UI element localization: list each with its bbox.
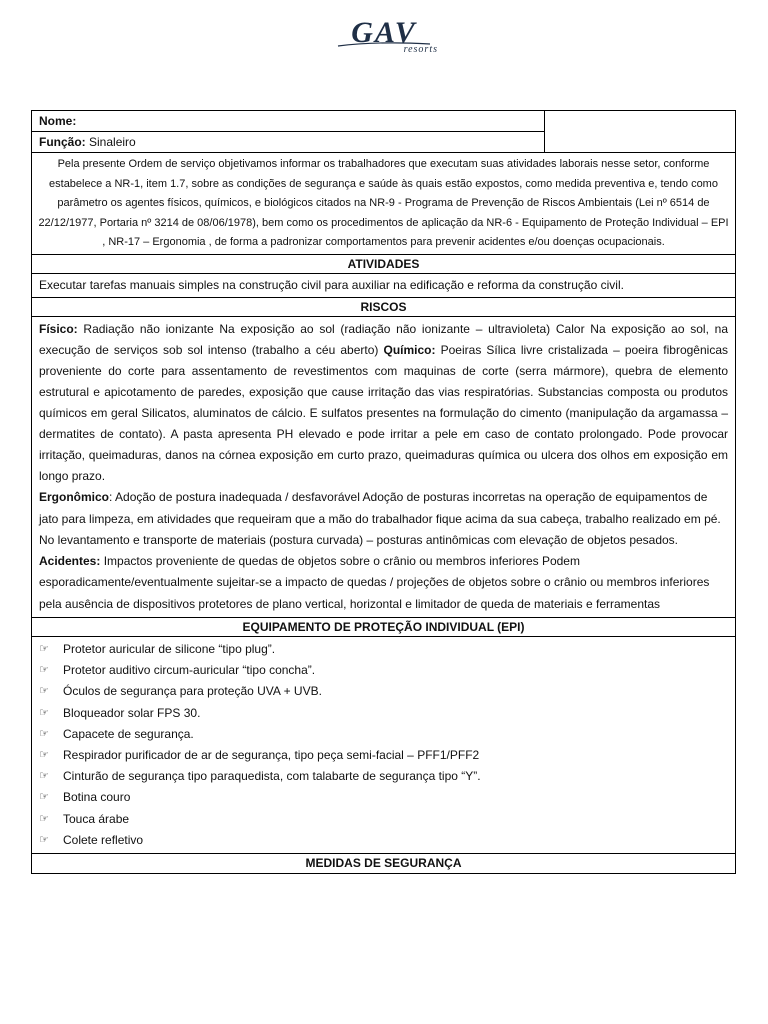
ergonomico-label: Ergonômico	[39, 490, 110, 505]
riscos-body	[32, 317, 735, 619]
risco-ergonomico	[39, 487, 728, 551]
pointing-hand-icon: ☞	[39, 664, 49, 677]
pointing-hand-icon: ☞	[39, 727, 49, 740]
pointing-hand-icon: ☞	[39, 749, 49, 762]
header-block	[32, 111, 735, 153]
epi-item	[38, 830, 729, 851]
atividades-title: ATIVIDADES	[32, 255, 735, 274]
epi-list-cell	[32, 637, 735, 854]
epi-item-label: Protetor auditivo circum-auricular “tipo concha”.	[63, 663, 316, 678]
pointing-hand-icon: ☞	[39, 685, 49, 698]
epi-item-label: Protetor auricular de silicone “tipo plug”.	[63, 642, 276, 657]
pointing-hand-icon: ☞	[39, 791, 49, 804]
epi-item-label: Colete refletivo	[63, 832, 144, 847]
epi-item	[38, 745, 729, 766]
medidas-title: MEDIDAS DE SEGURANÇA	[305, 856, 462, 871]
epi-item-label: Botina couro	[63, 790, 131, 805]
nome-label: Nome:	[39, 114, 77, 128]
funcao-field[interactable]	[32, 132, 544, 152]
funcao-value: Sinaleiro	[89, 135, 136, 149]
epi-item-label: Óculos de segurança para proteção UVA + UVB.	[63, 684, 322, 699]
epi-item	[38, 809, 729, 830]
quimico-label: Químico:	[383, 342, 436, 357]
epi-item	[38, 660, 729, 681]
epi-title: EQUIPAMENTO DE PROTEÇÃO INDIVIDUAL (EPI)	[32, 618, 735, 637]
pointing-hand-icon: ☞	[39, 812, 49, 825]
acidentes-label: Acidentes:	[39, 554, 101, 569]
epi-list	[32, 637, 735, 853]
intro-paragraph: Pela presente Ordem de serviço objetivamos informar os trabalhadores que executam suas atividades laborais nesse setor, conforme estabelece a NR-1, item 1.7, sobre as condições de segurança e saúde às quais estão expostos, como medida preventiva e, tendo como parâmetro os agentes físicos, químicos, e biológicos citados na NR-9 - Programa de Prevenção de Riscos Ambientais (Lei nº 6514 de 22/12/1977, Portaria nº 3214 de 08/06/1978), bem como os procedimentos de aplicação da NR-6 - Equipamento de Proteção Individual – EPI , NR-17 – Ergonomia , de forma a padronizar comportamentos para prevenir acidentes e/ou doenças ocupacionais.	[32, 153, 735, 255]
risco-fisico-quimico	[39, 319, 728, 488]
epi-item	[38, 639, 729, 660]
ergonomico-text: : Adoção de postura inadequada / desfavorável Adoção de posturas incorretas na operação de equipamentos de jato para limpeza, em atividades que requeiram que a mão do trabalhador fique acima da sua cabeça, trabalho realizado em pé. No levantamento e transporte de materiais (postura curvada) – posturas antinômicas com elevação de objetos pesados.	[39, 490, 721, 547]
pointing-hand-icon: ☞	[39, 833, 49, 846]
risco-acidentes	[39, 551, 728, 615]
pointing-hand-icon: ☞	[39, 643, 49, 656]
pointing-hand-icon: ☞	[39, 706, 49, 719]
logo-subtitle: resorts	[403, 44, 438, 55]
epi-item	[38, 703, 729, 724]
atividades-text: Executar tarefas manuais simples na construção civil para auxiliar na edificação e reforma da construção civil.	[32, 274, 735, 298]
company-logo	[330, 16, 438, 56]
header-blank-cell	[545, 111, 735, 152]
epi-item	[38, 787, 729, 808]
quimico-text: Poeiras Sílica livre cristalizada – poeira fibrogênicas proveniente do corte para assentamento de revestimentos com maquinas de corte (serra mármore), quebra de elemento estrutural e apicotamento de paredes, exposição que cause irritação das vias respiratórias. Substancias composta ou produtos químicos em geral Silicatos, aluminatos de cálcio. E sulfatos presentes na formulação do cimento (manipulação da argamassa – dermatites de contato). A pasta apresenta PH elevado e pode irritar a pele em caso de contato prolongado. Pode provocar irritação, queimaduras, danos na córnea exposição em curto prazo, queimaduras química ou ulcera dos olhos em exposição em longo prazo.	[39, 342, 728, 484]
funcao-label: Função:	[39, 135, 86, 149]
header-fields	[32, 111, 545, 152]
service-order-form	[31, 110, 736, 874]
epi-item-label: Capacete de segurança.	[63, 726, 194, 741]
fisico-label: Físico:	[39, 321, 78, 336]
epi-item	[38, 681, 729, 702]
riscos-title: RISCOS	[32, 298, 735, 317]
epi-item	[38, 724, 729, 745]
epi-item-label: Bloqueador solar FPS 30.	[63, 705, 201, 720]
epi-item-label: Touca árabe	[63, 811, 130, 826]
epi-item-label: Cinturão de segurança tipo paraquedista, com talabarte de segurança tipo “Y”.	[63, 769, 481, 784]
epi-item-label: Respirador purificador de ar de segurança, tipo peça semi-facial – PFF1/PFF2	[63, 748, 480, 763]
epi-item	[38, 766, 729, 787]
acidentes-text: Impactos proveniente de quedas de objetos sobre o crânio ou membros inferiores Podem esporadicamente/eventualmente sujeitar-se a impacto de quedas / projeções de objetos sobre o crânio ou membros inferiores pela ausência de dispositivos protetores de plano vertical, horizontal e limitador de queda de materiais e ferramentas	[39, 554, 710, 611]
nome-field[interactable]	[32, 111, 544, 132]
fisico-text: Radiação não ionizante Na exposição ao sol (radiação não ionizante – ultravioleta) Calor Na exposição ao sol, na execução de serviços sob sol intenso (trabalho a céu aberto)	[39, 321, 729, 357]
logo-brand: GAV	[351, 16, 417, 49]
pointing-hand-icon: ☞	[39, 770, 49, 783]
